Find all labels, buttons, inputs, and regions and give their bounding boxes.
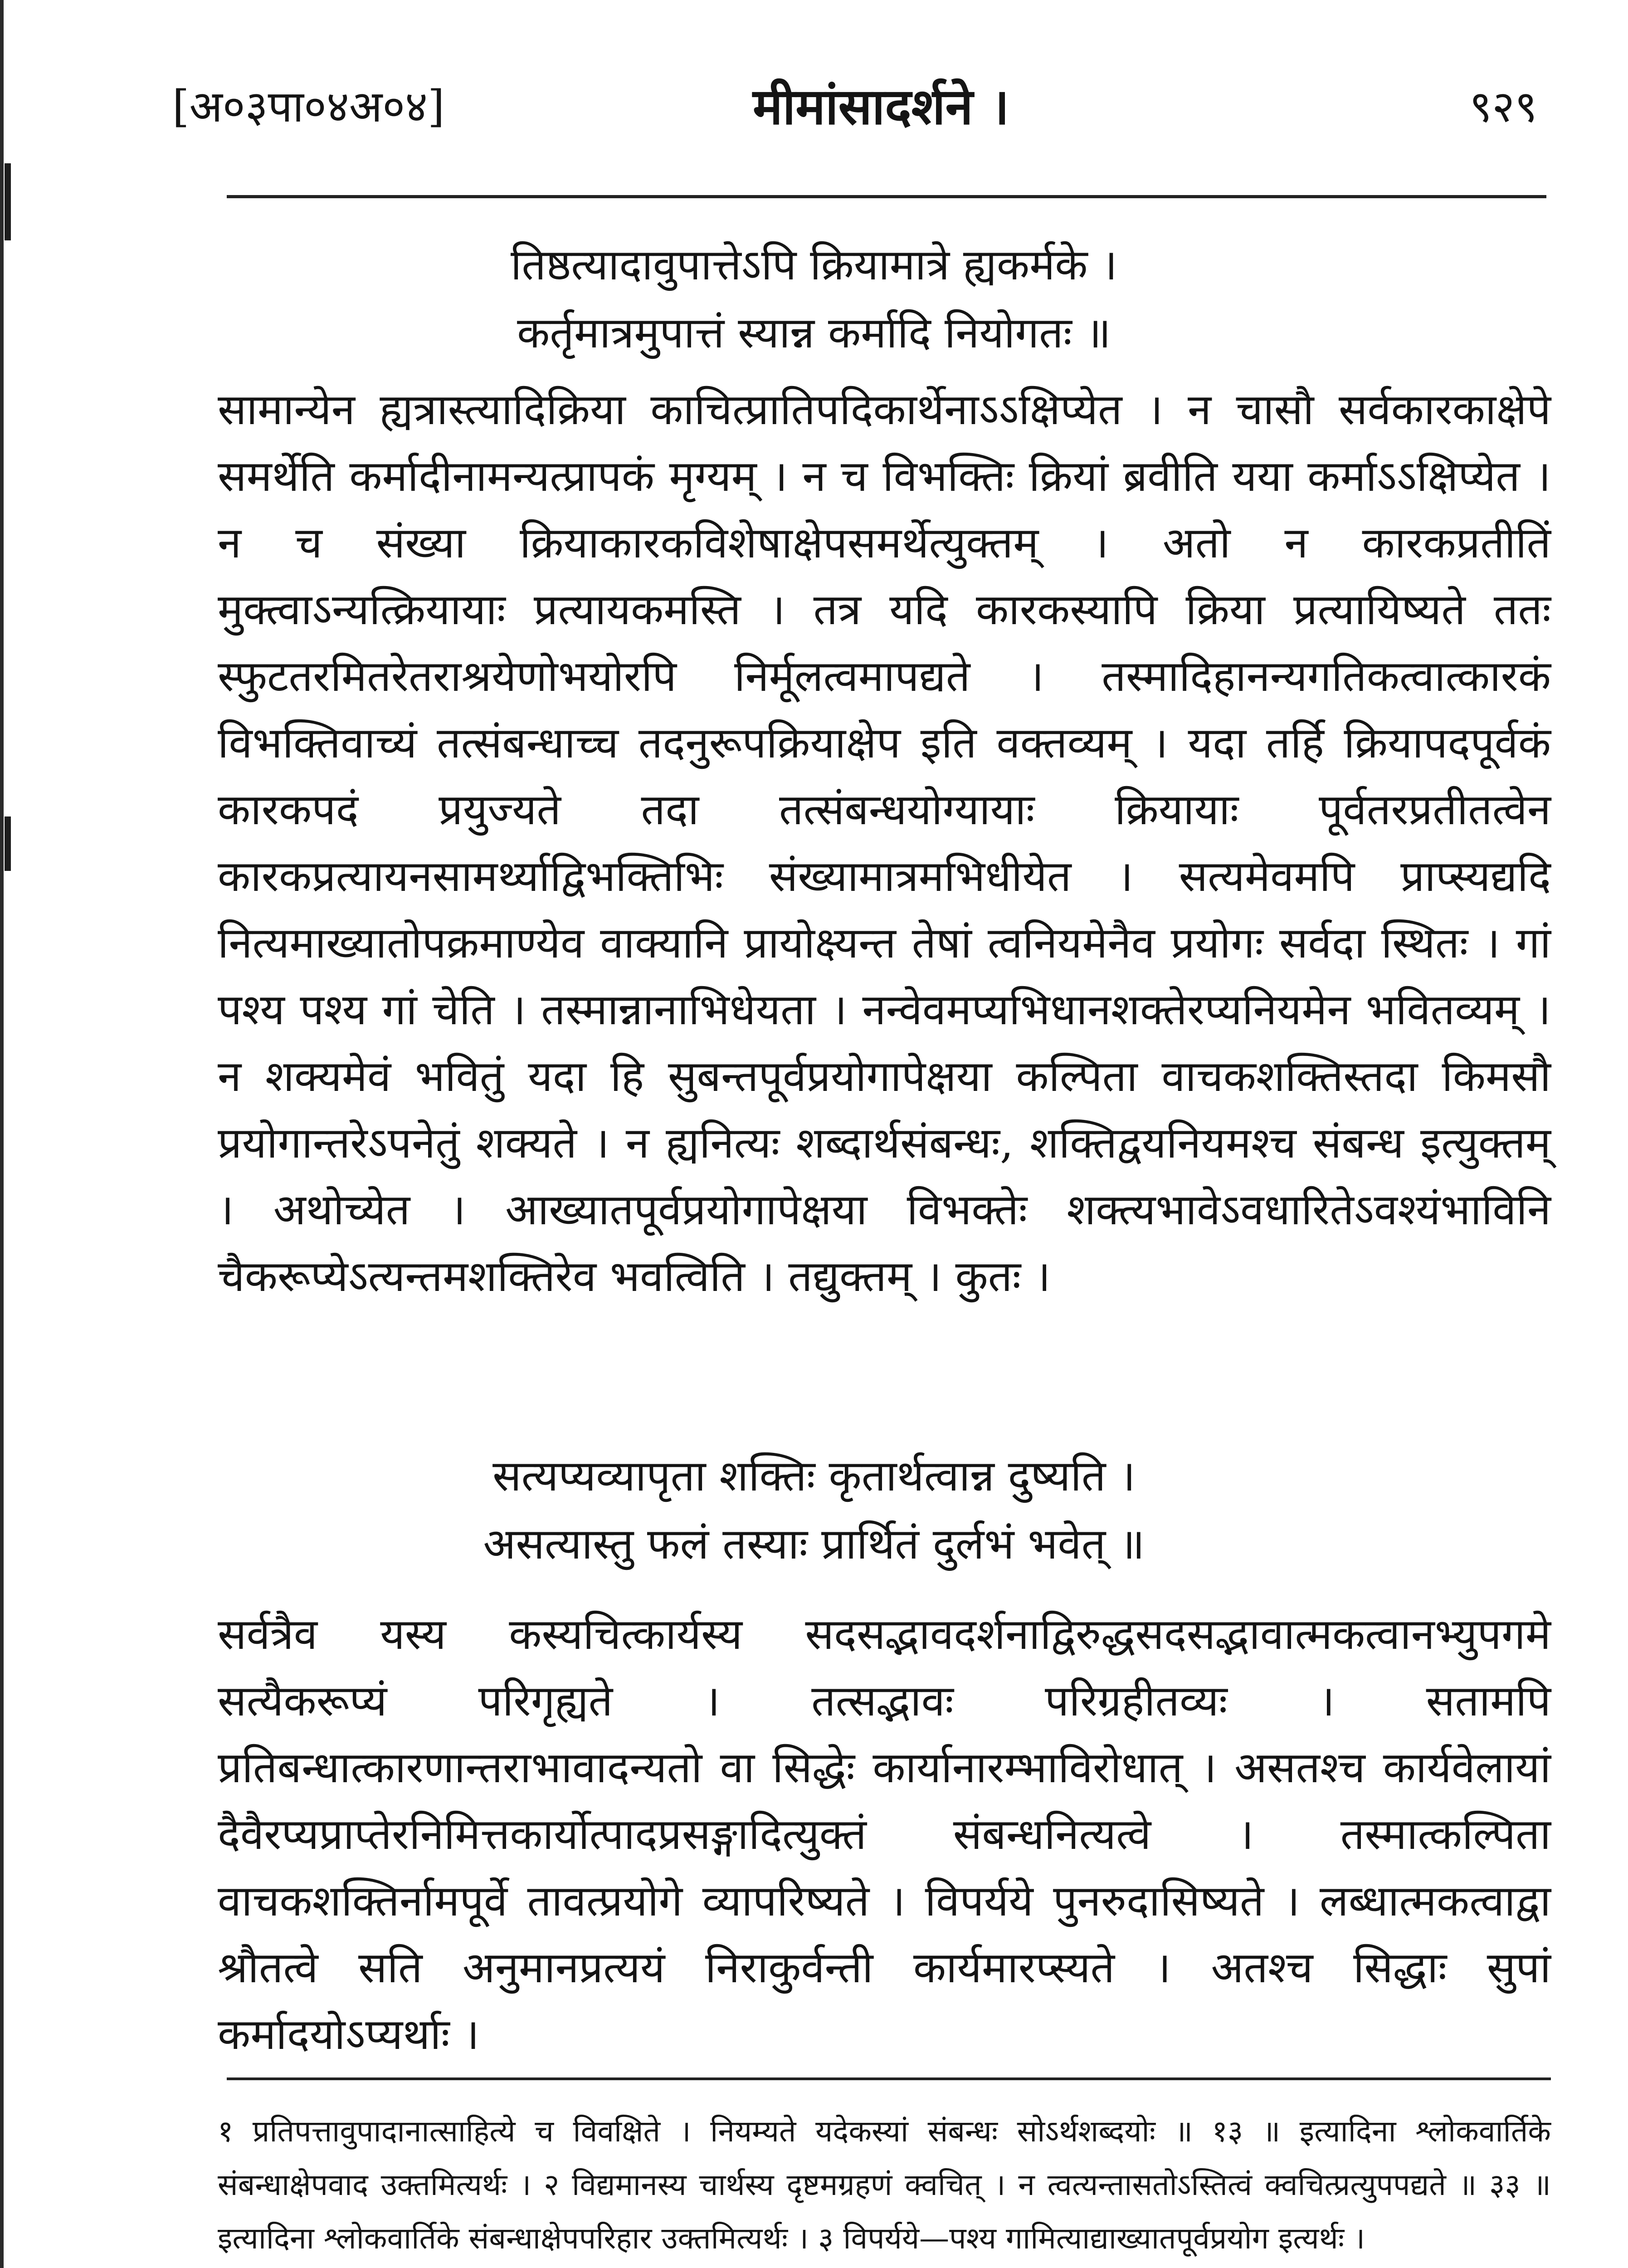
section-reference: [अ०३पा०४अ०४] [172, 81, 445, 132]
verse-line: सत्यप्यव्यापृता शक्तिः कृतार्थत्वान्न दुष्यति । [492, 1452, 1136, 1501]
running-title: मीमांसादर्शने । [753, 77, 1009, 136]
footnotes: १ प्रतिपत्तावुपादानात्साहित्ये च विवक्षिते । नियम्यते यदेकस्यां संबन्धः सोऽर्थशब्दयोः ॥ १३ ॥ इत्यादिना श्लोकवार्तिके संबन्धाक्षेपवाद उक्तमित्यर्थः । २ विद्यमानस्य चार्थस्य दृष्टमग्रहणं क्वचित् । न त्वत्यन्तासतोऽस्तित्वं क्वचित्प्रत्युपपद्यते ॥ ३३ ॥ इत्यादिना श्लोकवार्तिके संबन्धाक्षेपपरिहार उक्तमित्यर्थः । ३ विपर्यये—पश्य गामित्याद्याख्यातपूर्वप्रयोग इत्यर्थः । [218, 2114, 1551, 2256]
verse-line: कर्तृमात्रमुपात्तं स्यान्न कर्मादि नियोगतः ॥ [517, 308, 1111, 358]
verse-line: तिष्ठत्यादावुपात्तेऽपि क्रियामात्रे ह्यकर्मके । [511, 240, 1117, 290]
margin-binding-mark [5, 163, 43, 240]
commentary-paragraph-1: सामान्येन ह्यत्रास्त्यादिक्रिया काचित्प्रातिपदिकार्थेनाऽऽक्षिप्येत । न चासौ सर्वकारकाक्षेपे समर्थेति कर्मादीनामन्यत्प्रापकं मृग्यम् । न च विभक्तिः क्रियां ब्रवीति यया कर्माऽऽक्षिप्येत । न च संख्या क्रियाकारकविशेषाक्षेपसमर्थेत्युक्तम् । अतो न कारकप्रतीतिं मुक्त्वाऽन्यत्क्रियायाः प्रत्यायकमस्ति । तत्र यदि कारकस्यापि क्रिया प्रत्यायिष्यते ततः स्फुटतरमितरेतराश्रयेणोभयोरपि निर्मूलत्वमापद्यते । तस्मादिहानन्यगतिकत्वात्कारकं विभक्तिवाच्यं तत्संबन्धाच्च तदनुरूपक्रियाक्षेप इति वक्तव्यम् । यदा तर्हि क्रियापदपूर्वकं कारकपदं प्रयुज्यते तदा तत्संबन्धयोग्यायाः क्रियायाः पूर्वतरप्रतीतत्वेन कारकप्रत्यायनसामर्थ्याद्विभक्तिभिः संख्यामात्रमभिधीयेत । सत्यमेवमपि प्राप्स्यद्यदि नित्यमाख्यातोपक्रमाण्येव वाक्यानि प्रायोक्ष्यन्त तेषां त्वनियमेनैव प्रयोगः सर्वदा स्थितः । गां पश्य पश्य गां चेति । तस्मान्नानाभिधेयता । नन्वेवमप्यभिधानशक्तेरप्यनियमेन भवितव्यम् । न शक्यमेवं भवितुं यदा हि सुबन्तपूर्वप्रयोगापेक्षया कल्पिता वाचकशक्तिस्तदा किमसौ प्रयोगान्तरेऽपनेतुं शक्यते । न ह्यनित्यः शब्दार्थसंबन्धः, शक्तिद्वयनियमश्च संबन्ध इत्युक्तम् । अथोच्येत । आख्यातपूर्वप्रयोगापेक्षया विभक्तेः शक्त्यभावेऽवधारितेऽवश्यंभाविनि चैकरूप्येऽत्यन्तमशक्तिरेव भवत्विति । तद्युक्तम् । कुतः । [218, 385, 1551, 1301]
page-number: ९२९ [1469, 81, 1537, 132]
verse-block-2 [0, 1442, 1628, 1579]
page-header [172, 73, 1537, 141]
header-rule [227, 195, 1546, 198]
verse-line: असत्यास्तु फलं तस्याः प्रार्थितं दुर्लभं भवेत् ॥ [483, 1520, 1145, 1569]
margin-binding-mark [5, 816, 43, 871]
footnote-rule [227, 2077, 1551, 2080]
commentary-paragraph-2: सर्वत्रैव यस्य कस्यचित्कार्यस्य सदसद्भावदर्शनाद्विरुद्धसदसद्भावात्मकत्वानभ्युपगमे सत्यैकरूप्यं परिगृह्यते । तत्सद्भावः परिग्रहीतव्यः । सतामपि प्रतिबन्धात्कारणान्तराभावादन्यतो वा सिद्धेः कार्यानारम्भाविरोधात् । असतश्च कार्यवेलायां दैवैरप्यप्राप्तेरनिमित्तकार्योत्पादप्रसङ्गादित्युक्तं संबन्धनित्यत्वे । तस्मात्कल्पिता वाचकशक्तिर्नामपूर्वे तावत्प्रयोगे व्यापरिष्यते । विपर्यये पुनरुदासिष्यते । लब्धात्मकत्वाद्वा श्रौतत्वे सति अनुमानप्रत्ययं निराकुर्वन्ती कार्यमारप्स्यते । अतश्च सिद्धाः सुपां कर्मादयोऽप्यर्थाः । [218, 1610, 1551, 2059]
verse-block-1 [0, 231, 1628, 367]
